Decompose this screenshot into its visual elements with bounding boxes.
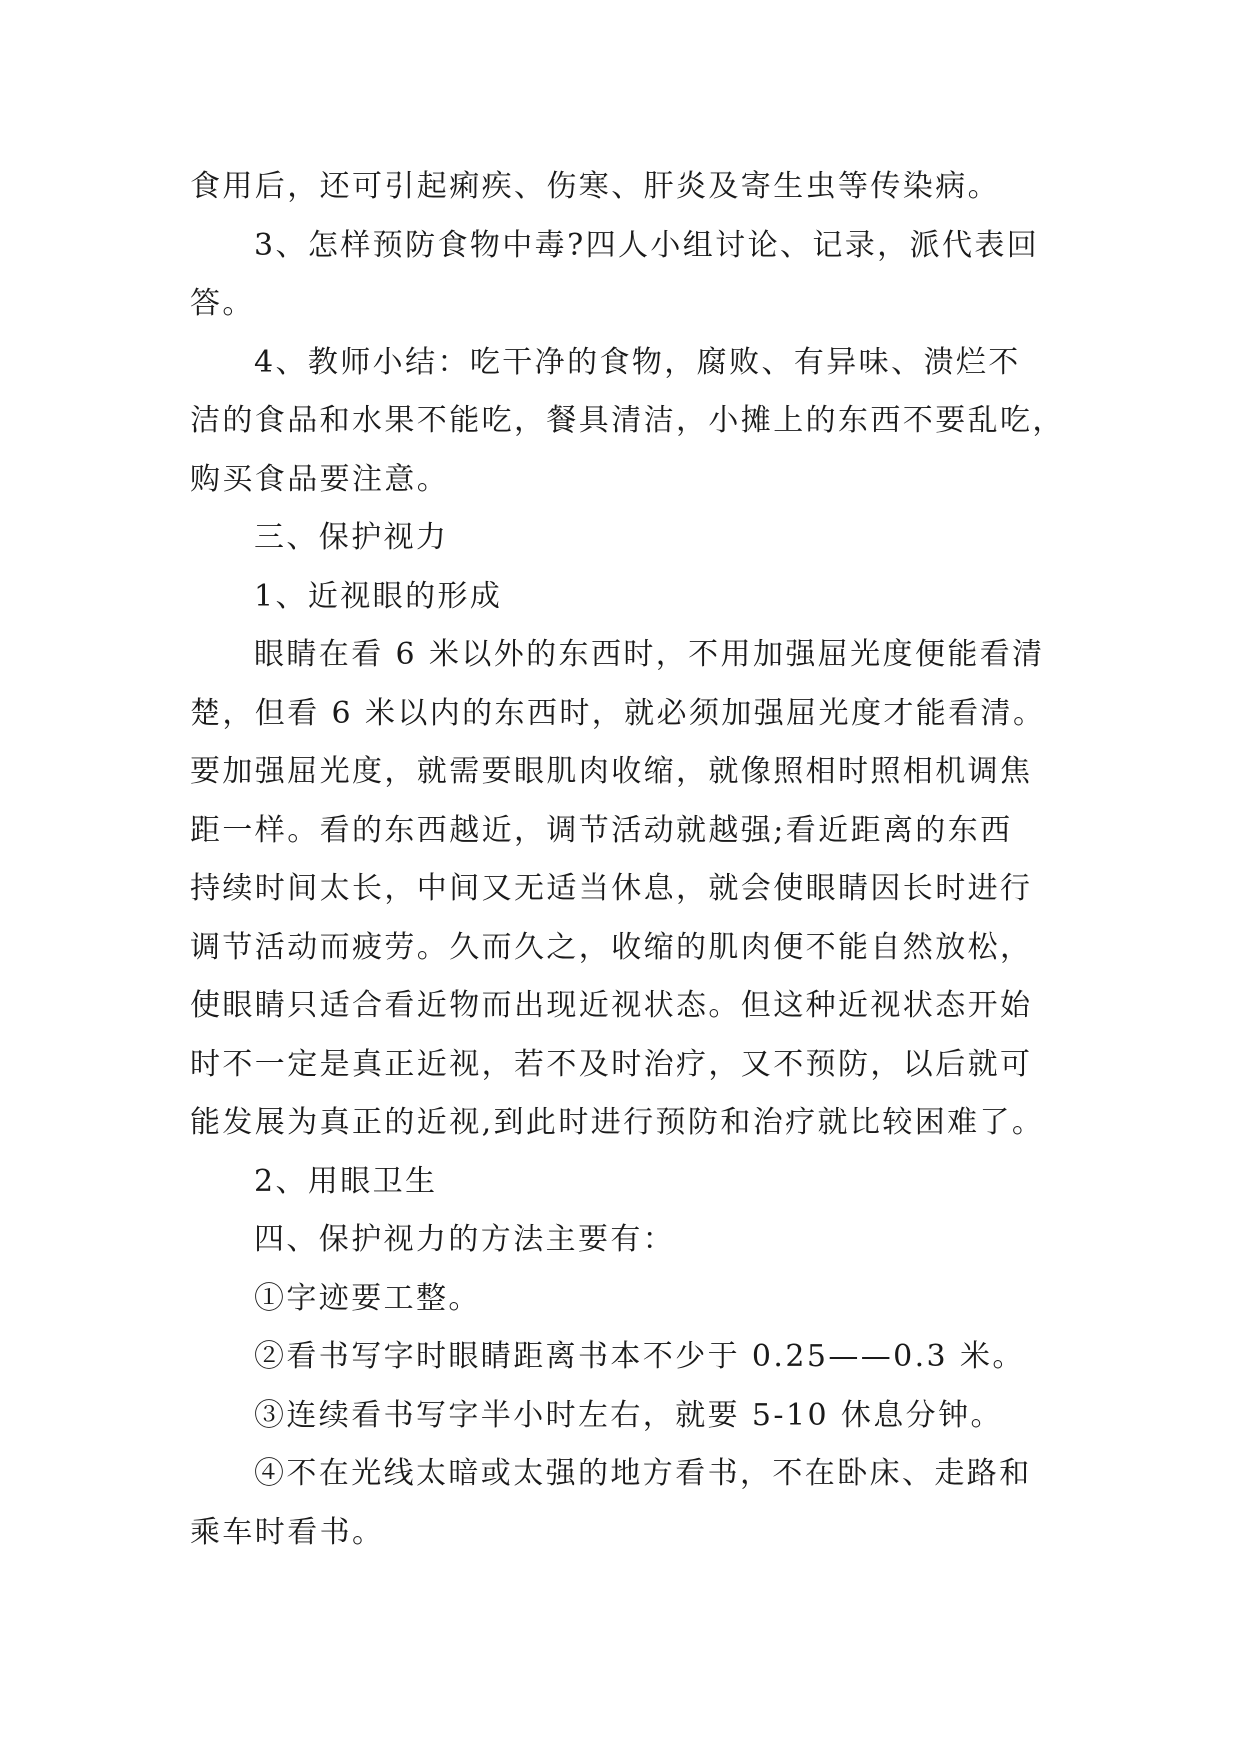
text-line: 乘车时看书。 — [190, 1514, 385, 1550]
text-line: 时不一定是真正近视，若不及时治疗，又不预防，以后就可 — [190, 1046, 1033, 1082]
text-line: 调节活动而疲劳。久而久之，收缩的肌肉便不能自然放松， — [190, 929, 1033, 965]
text-line: 食用后，还可引起痢疾、伤寒、肝炎及寄生虫等传染病。 — [190, 169, 1000, 204]
text-line: 2、用眼卫生 — [254, 1163, 438, 1199]
text-line: 楚，但看 6 米以内的东西时，就必须加强屈光度才能看清。 — [190, 695, 1046, 731]
text-line: 洁的食品和水果不能吃，餐具清洁，小摊上的东西不要乱吃， — [190, 403, 1065, 438]
text-line: ④不在光线太暗或太强的地方看书，不在卧床、走路和 — [254, 1456, 1032, 1491]
text-line: 使眼睛只适合看近物而出现近视状态。但这种近视状态开始 — [190, 988, 1033, 1023]
text-line: 答。 — [190, 286, 255, 321]
text-line: 眼睛在看 6 米以外的东西时，不用加强屈光度便能看清 — [254, 637, 1045, 672]
text-line: 距一样。看的东西越近，调节活动就越强;看近距离的东西 — [190, 812, 1013, 848]
text-line: 要加强屈光度，就需要眼肌肉收缩，就像照相时照相机调焦 — [190, 754, 1033, 789]
text-line: 购买食品要注意。 — [190, 461, 450, 497]
text-line: 1、近视眼的形成 — [254, 578, 503, 614]
text-line: ③连续看书写字半小时左右，就要 5-10 休息分钟。 — [254, 1397, 1003, 1433]
text-line: 四、保护视力的方法主要有： — [254, 1222, 676, 1257]
text-line: 三、保护视力 — [254, 520, 449, 555]
text-line: 4、教师小结：吃干净的食物，腐败、有异味、溃烂不 — [254, 344, 1021, 380]
body-text — [190, 158, 1065, 1562]
text-line: 能发展为真正的近视,到此时进行预防和治疗就比较困难了。 — [190, 1105, 1045, 1140]
text-line: 3、怎样预防食物中毒?四人小组讨论、记录，派代表回 — [254, 227, 1040, 263]
text-line: ②看书写字时眼睛距离书本不少于 0.25——0.3 米。 — [254, 1339, 1025, 1374]
text-line: ①字迹要工整。 — [254, 1280, 481, 1316]
text-line: 持续时间太长，中间又无适当休息，就会使眼睛因长时进行 — [190, 871, 1033, 906]
